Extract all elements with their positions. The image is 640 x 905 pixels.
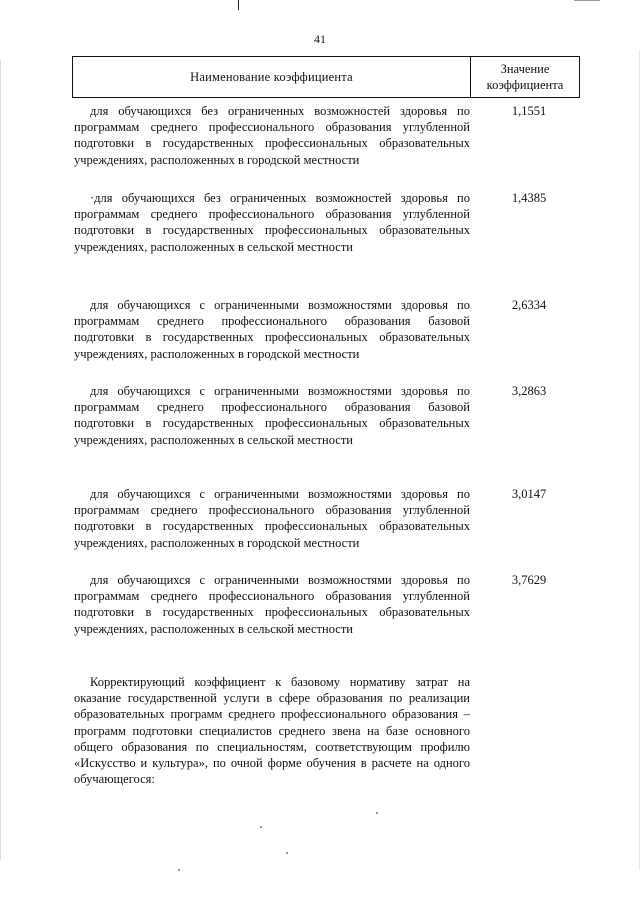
row-description: ·для обучающихся без ограниченных возможностей здоровья по программам среднего профессионального образования углубленной подготовки в государственных профессиональных образовательных учреждениях, расположенных в сельской местности bbox=[74, 191, 470, 254]
scan-speck bbox=[376, 812, 378, 814]
scan-mark-top bbox=[238, 0, 239, 10]
scan-edge-left bbox=[0, 60, 1, 860]
row-description: для обучающихся с ограниченными возможностями здоровья по программам среднего профессионального образования углубленной подготовки в государственных профессиональных образовательных учреждениях, расположенных в сельской местности bbox=[74, 573, 470, 636]
scan-speck bbox=[178, 869, 180, 871]
row-coefficient-value: 3,0147 bbox=[511, 487, 547, 501]
table-row bbox=[74, 190, 580, 255]
row-coefficient-value: 3,2863 bbox=[511, 384, 547, 398]
row-description: для обучающихся с ограниченными возможностями здоровья по программам среднего профессионального образования базовой подготовки в государственных профессиональных образовательных учреждениях, расположенных в сельской местности bbox=[74, 384, 470, 447]
coefficient-table-header bbox=[72, 56, 580, 98]
table-row bbox=[74, 297, 580, 362]
row-coefficient-value: 2,6334 bbox=[511, 298, 547, 312]
row-coefficient-value: 3,7629 bbox=[511, 573, 547, 587]
table-row bbox=[74, 486, 580, 551]
scan-speck bbox=[286, 852, 288, 854]
page-number: 41 bbox=[314, 32, 326, 46]
header-value-line2: коэффициента bbox=[486, 78, 564, 92]
header-value-cell bbox=[470, 57, 579, 97]
scan-speck bbox=[260, 826, 262, 828]
table-row bbox=[74, 383, 580, 448]
row-description: для обучающихся с ограниченными возможностями здоровья по программам среднего профессионального образования углубленной подготовки в государственных профессиональных образовательных учреждениях, расположенных в городской местности bbox=[74, 487, 470, 550]
closing-paragraph: Корректирующий коэффициент к базовому нормативу затрат на оказание государственной услуги в сфере образования по реализации образовательных программ среднего профессионального образования – программ подготовки специалистов среднего звена на базе основного общего образования по специальностям, соответствующим профилю «Искусство и культура», по очной форме обучения в расчете на одного обучающегося: bbox=[74, 675, 470, 787]
table-row bbox=[74, 103, 580, 168]
header-value-line1: Значение bbox=[500, 62, 550, 76]
table-row bbox=[74, 572, 580, 637]
row-coefficient-value: 1,1551 bbox=[511, 104, 547, 118]
row-description: для обучающихся без ограниченных возможностей здоровья по программам среднего профессионального образования углубленной подготовки в государственных профессиональных образовательных учреждениях, расположенных в городской местности bbox=[74, 104, 470, 167]
row-coefficient-value: 1,4385 bbox=[511, 191, 547, 205]
row-description: для обучающихся с ограниченными возможностями здоровья по программам среднего профессионального образования базовой подготовки в государственных профессиональных образовательных учреждениях, расположенных в городской местности bbox=[74, 298, 470, 361]
header-name-cell: Наименование коэффициента bbox=[190, 69, 353, 84]
scan-mark-corner bbox=[574, 0, 600, 1]
